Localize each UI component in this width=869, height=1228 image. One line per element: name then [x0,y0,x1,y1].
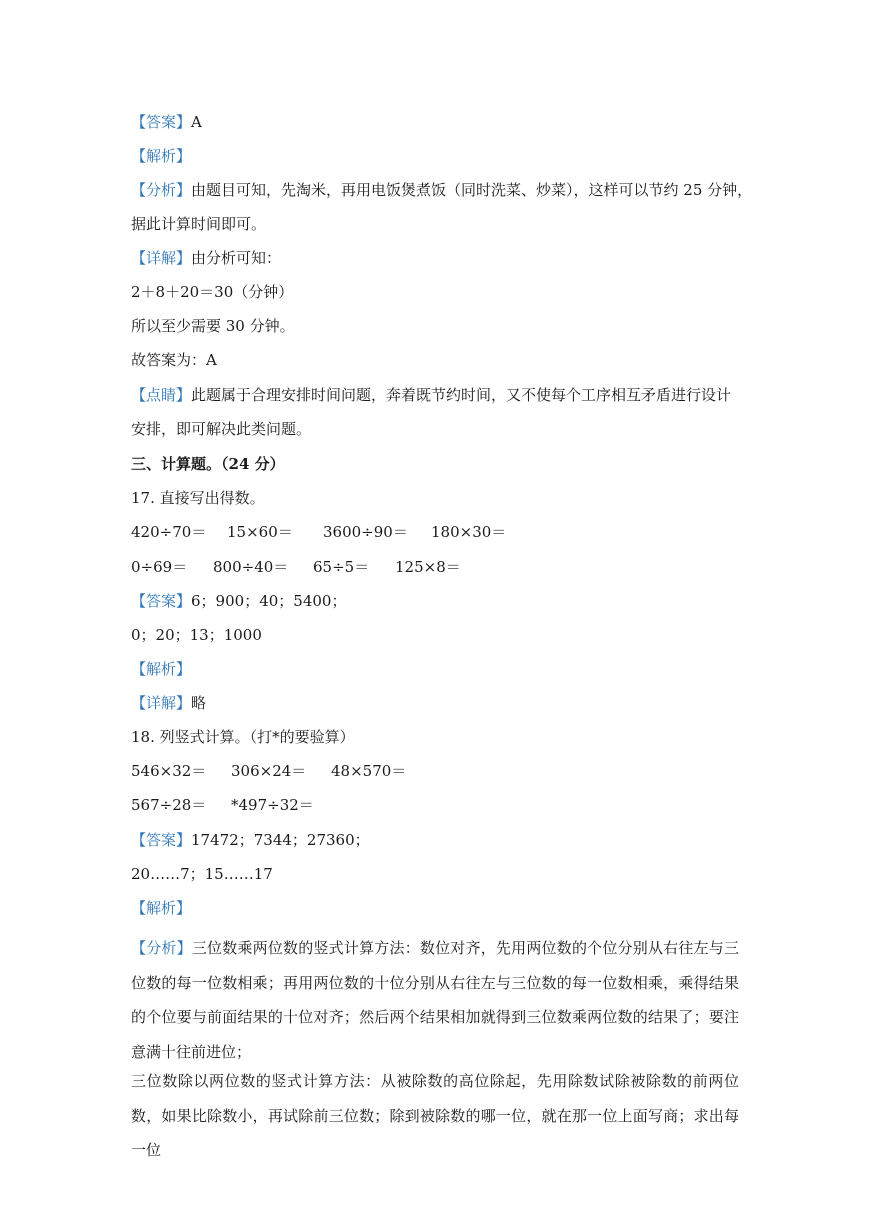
q16-xiangjie [131,248,281,268]
q18-row1 [131,761,406,781]
q16-fenxi-line2: 据此计算时间即可。 [131,215,267,233]
xiangjie-tag: 【详解】 [131,249,192,267]
q17-item: 125×8＝ [395,558,461,576]
q16-line-b: 故答案为：A [131,351,217,369]
q18-answer [131,830,370,850]
q18-stem: 18. 列竖式计算。（打*的要验算） [131,728,355,746]
q18-jiexi-tag: 【解析】 [131,899,192,917]
q17-answer [131,591,346,611]
q18-fenxi-paragraph2: 三位数除以两位数的竖式计算方法：从被除数的高位除起，先用除数试除被除数的前两位数，如果比除数小，再试除前三位数；除到被除数的哪一位，就在那一位上面写商；求出每一位 [131,1072,739,1159]
q16-jiexi-tag: 【解析】 [131,147,192,165]
dianjing-tag: 【点睛】 [131,386,192,404]
xiangjie-tag: 【详解】 [131,694,192,712]
q17-item: 0÷69＝ [131,558,188,576]
fenxi-text: 由题目可知，先淘米，再用电饭煲煮饭（同时洗菜、炒菜），这样可以节约 25 分钟， [191,181,753,199]
q17-row1 [131,522,506,542]
q18-item: 567÷28＝ [131,796,207,814]
q18-item: *497÷32＝ [231,796,314,814]
q16-line-a: 所以至少需要 30 分钟。 [131,317,295,335]
q17-item: 3600÷90＝ [323,523,408,541]
fenxi-tag: 【分析】 [131,939,192,957]
q18-row2 [131,795,314,815]
q17-item: 800÷40＝ [213,558,289,576]
q16-answer [131,112,202,132]
fenxi-tag: 【分析】 [131,181,192,199]
q18-answer-line2: 20……7；15……17 [131,865,273,883]
answer-tag: 【答案】 [131,831,192,849]
q18-item: 48×570＝ [331,762,407,780]
answer-text: 6；900；40；5400； [191,592,347,610]
q17-row2 [131,557,461,577]
q17-stem: 17. 直接写出得数。 [131,489,265,507]
q17-answer-line2: 0；20；13；1000 [131,626,262,644]
fenxi-text: 三位数乘两位数的竖式计算方法：数位对齐，先用两位数的个位分别从右往左与三位数的每一位数相乘；再用两位数的十位分别从右往左与三位数的每一位数相乘，乘得结果的个位要与前面结果的十位对齐；然后两个结果相加就得到三位数乘两位数的结果了；要注意满十往前进位； [131,939,739,1061]
q18-item: 546×32＝ [131,762,207,780]
q18-fenxi-paragraph1 [131,931,739,1069]
q17-xiangjie [131,693,206,713]
answer-tag: 【答案】 [131,113,192,131]
q18-item: 306×24＝ [231,762,307,780]
q16-calc: 2＋8＋20＝30（分钟） [131,283,294,301]
q16-fenxi-line1 [131,180,752,200]
answer-text: A [191,113,202,131]
answer-text: 17472；7344；27360； [191,831,370,849]
q16-dianjing-line1 [131,385,731,405]
xiangjie-text: 由分析可知： [191,249,282,267]
answer-tag: 【答案】 [131,592,192,610]
section-title: 三、计算题。（24 分） [131,455,285,473]
xiangjie-text: 略 [191,694,207,712]
q17-item: 180×30＝ [431,523,507,541]
q17-item: 15×60＝ [227,523,293,541]
q16-dianjing-line2: 安排，即可解决此类问题。 [131,420,312,438]
dianjing-text: 此题属于合理安排时间问题，奔着既节约时间，又不使每个工序相互矛盾进行设计 [191,386,732,404]
q17-item: 420÷70＝ [131,523,207,541]
q17-item: 65÷5＝ [313,558,370,576]
q17-jiexi-tag: 【解析】 [131,660,192,678]
